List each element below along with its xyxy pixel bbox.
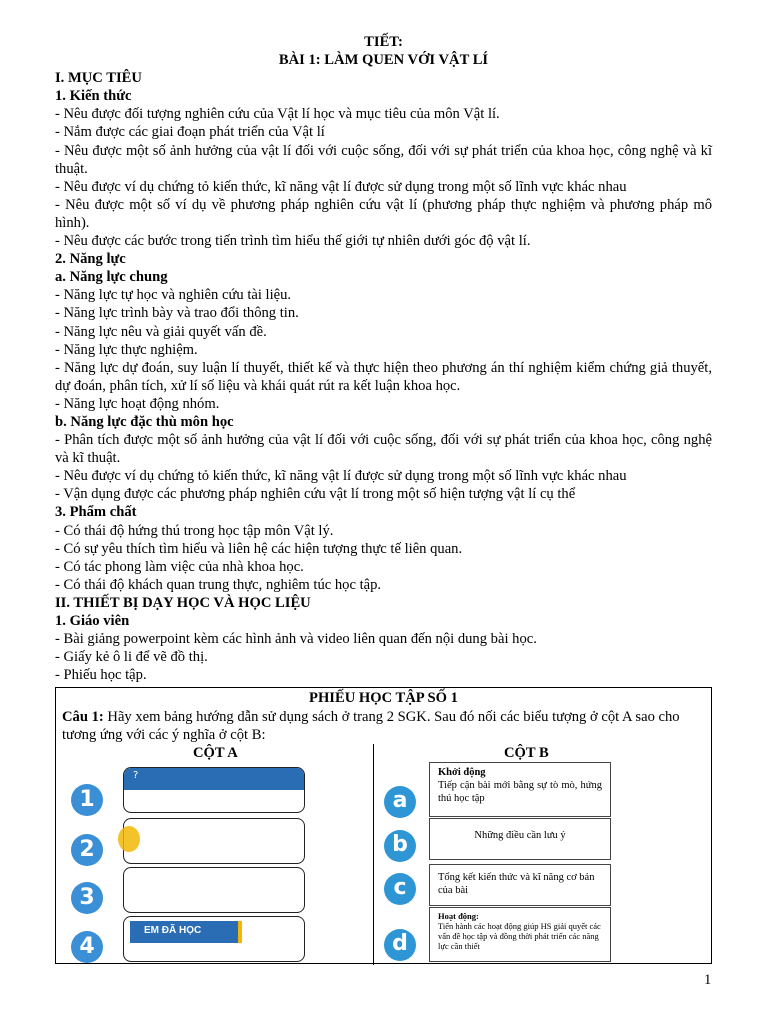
em-da-hoc-label: EM ĐÃ HỌC bbox=[144, 925, 202, 936]
competence-item: - Năng lực thực nghiệm. bbox=[55, 341, 198, 358]
meaning-b-text: Những điều cần lưu ý bbox=[474, 830, 566, 841]
quality-item: - Có sự yêu thích tìm hiểu và liên hệ các hiện tượng thực tế liên quan. bbox=[55, 540, 463, 557]
meaning-box-b bbox=[429, 818, 611, 860]
knowledge-item: - Nêu được một số ảnh hưởng của vật lí đối với cuộc sống, đối với sự phát triển của khoa học, công nghệ và kĩ thuật. bbox=[55, 142, 712, 177]
lightbulb-hand-icon bbox=[118, 826, 140, 852]
meaning-d-title: Hoạt động: bbox=[438, 911, 479, 921]
competence-item: - Năng lực trình bày và trao đổi thông tin. bbox=[55, 305, 299, 322]
competence-item: - Năng lực dự đoán, suy luận lí thuyết, thiết kế và thực hiện theo phương án thí nghiệm kiểm chứng giả thuyết, dự đoán, phân tích, xử lí số liệu và khái quát rút ra kết luận khoa học. bbox=[55, 359, 712, 394]
teacher-item: - Giấy kẻ ô li để vẽ đồ thị. bbox=[55, 649, 208, 666]
knowledge-item: - Nêu được đối tượng nghiên cứu của Vật lí học và mục tiêu của môn Vật lí. bbox=[55, 106, 500, 123]
letter-d-icon: d bbox=[384, 929, 416, 961]
teacher-item: - Phiếu học tập. bbox=[55, 667, 147, 684]
knowledge-item: - Nêu được một số ví dụ về phương pháp nghiên cứu vật lí (phương pháp thực nghiệm và phương pháp mô hình). bbox=[55, 196, 712, 231]
competence-item: - Năng lực tự học và nghiên cứu tài liệu. bbox=[55, 287, 292, 304]
letter-a-icon: a bbox=[384, 786, 416, 818]
worksheet-title: PHIẾU HỌC TẬP SỐ 1 bbox=[309, 690, 458, 706]
quality-item: - Có thái độ hứng thú trong học tập môn Vật lý. bbox=[55, 522, 334, 539]
specific-competence-title: b. Năng lực đặc thù môn học bbox=[55, 413, 234, 430]
general-competence-title: a. Năng lực chung bbox=[55, 269, 168, 286]
competence-item: - Phân tích được một số ảnh hưởng của vật lí đối với cuộc sống, đối với sự phát triển của khoa học, công nghệ và kĩ thuật. bbox=[55, 432, 712, 467]
document-body bbox=[55, 33, 712, 684]
number-3-icon: 3 bbox=[71, 882, 103, 914]
question-label: Câu 1: bbox=[62, 709, 104, 725]
competence-item: - Năng lực nêu và giải quyết vấn đề. bbox=[55, 323, 267, 340]
question-banner bbox=[124, 768, 304, 790]
symbol-box-1 bbox=[123, 767, 305, 813]
quality-item: - Có thái độ khách quan trung thực, nghiêm túc học tập. bbox=[55, 576, 382, 593]
lesson-tiet: TIẾT: bbox=[364, 34, 403, 50]
number-1-icon: 1 bbox=[71, 784, 103, 816]
worksheet-box bbox=[55, 687, 712, 964]
meaning-c-text: Tổng kết kiến thức và kĩ năng cơ bản của bài bbox=[438, 872, 595, 896]
meaning-a-text: Tiếp cận bài mới bằng sự tò mò, hứng thú học tập bbox=[438, 780, 602, 804]
meaning-box-d bbox=[429, 907, 611, 962]
column-b-title: CỘT B bbox=[504, 745, 549, 761]
knowledge-item: - Nắm được các giai đoạn phát triển của Vật lí bbox=[55, 124, 325, 141]
page-number: 1 bbox=[704, 972, 712, 988]
knowledge-title: 1. Kiến thức bbox=[55, 88, 132, 105]
teacher-title: 1. Giáo viên bbox=[55, 613, 130, 629]
symbol-box-2 bbox=[123, 818, 305, 864]
question-mark-icon: ? bbox=[133, 770, 139, 781]
section-2-title: II. THIẾT BỊ DẠY HỌC VÀ HỌC LIỆU bbox=[55, 594, 311, 611]
column-divider bbox=[373, 744, 374, 965]
meaning-d-text: Tiến hành các hoạt động giúp HS giải quyết các vấn đề học tập và đồng thời phát triển các năng lực cần thiết bbox=[438, 921, 601, 951]
competence-item: - Năng lực hoạt động nhóm. bbox=[55, 395, 220, 412]
quality-title: 3. Phẩm chất bbox=[55, 504, 137, 521]
em-da-hoc-banner bbox=[130, 921, 242, 943]
knowledge-item: - Nêu được ví dụ chứng tỏ kiến thức, kĩ năng vật lí được sử dụng trong một số lĩnh vực khác nhau bbox=[55, 178, 627, 195]
quality-item: - Có tác phong làm việc của nhà khoa học. bbox=[55, 558, 304, 575]
letter-b-icon: b bbox=[384, 830, 416, 862]
competence-item: - Nêu được ví dụ chứng tỏ kiến thức, kĩ năng vật lí được sử dụng trong một số lĩnh vực khác nhau bbox=[55, 468, 627, 485]
question-text: Hãy xem bảng hướng dẫn sử dụng sách ở trang 2 SGK. Sau đó nối các biểu tượng ở cột A sao cho tương ứng với các ý nghĩa ở cột B: bbox=[62, 709, 680, 743]
symbol-box-3 bbox=[123, 867, 305, 913]
column-a-title: CỘT A bbox=[193, 745, 238, 761]
meaning-box-a bbox=[429, 762, 611, 817]
competence-title: 2. Năng lực bbox=[55, 251, 126, 268]
meaning-a-title: Khởi động bbox=[438, 767, 486, 778]
lesson-title: BÀI 1: LÀM QUEN VỚI VẬT LÍ bbox=[278, 52, 489, 69]
worksheet-question bbox=[62, 708, 702, 744]
meaning-box-c bbox=[429, 864, 611, 906]
section-1-title: I. MỤC TIÊU bbox=[55, 70, 142, 87]
letter-c-icon: c bbox=[384, 873, 416, 905]
competence-item: - Vận dụng được các phương pháp nghiên cứu vật lí trong một số hiện tượng vật lí cụ thể bbox=[55, 486, 576, 503]
number-2-icon: 2 bbox=[71, 834, 103, 866]
teacher-item: - Bài giảng powerpoint kèm các hình ảnh và video liên quan đến nội dung bài học. bbox=[55, 631, 537, 648]
symbol-box-4 bbox=[123, 916, 305, 962]
knowledge-item: - Nêu được các bước trong tiến trình tìm hiểu thế giới tự nhiên dưới góc độ vật lí. bbox=[55, 233, 531, 250]
number-4-icon: 4 bbox=[71, 931, 103, 963]
